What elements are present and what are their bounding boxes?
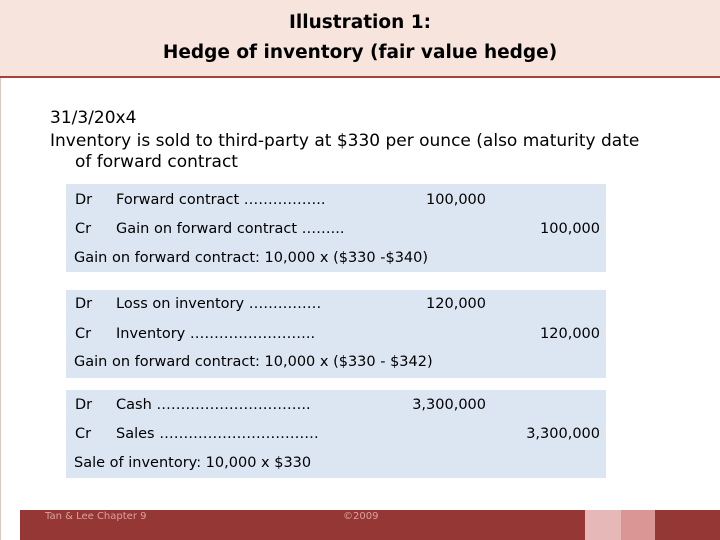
entry-note-row bbox=[66, 250, 606, 270]
journal-entry-box bbox=[66, 290, 606, 378]
footer-accent-block bbox=[585, 510, 621, 540]
slide-footer bbox=[0, 510, 720, 540]
entry-note: Gain on forward contract: 10,000 x ($330 - $342) bbox=[74, 354, 433, 370]
title-band bbox=[0, 0, 720, 78]
debit-row bbox=[66, 296, 606, 316]
footer-copyright: ©2009 bbox=[343, 511, 379, 522]
debit-account: Loss on inventory …………… bbox=[116, 296, 322, 312]
debit-account: Cash ………………………….. bbox=[116, 397, 311, 413]
debit-marker: Dr bbox=[75, 192, 93, 208]
slide-title-line-2: Hedge of inventory (fair value hedge) bbox=[162, 42, 558, 63]
entry-note-row bbox=[66, 354, 606, 374]
entry-note: Sale of inventory: 10,000 x $330 bbox=[74, 455, 312, 471]
footer-accent-block bbox=[655, 510, 720, 540]
credit-row bbox=[66, 326, 606, 346]
credit-row bbox=[66, 426, 606, 446]
journal-entry-box bbox=[66, 390, 606, 478]
credit-amount: 100,000 bbox=[540, 221, 600, 237]
debit-account: Forward contract …………….. bbox=[116, 192, 326, 208]
entry-note-row bbox=[66, 455, 606, 475]
slide-title-line-1: Illustration 1: bbox=[289, 12, 431, 33]
credit-row bbox=[66, 221, 606, 241]
transaction-description: Inventory is sold to third-party at $330 per ounce (also maturity date bbox=[50, 131, 640, 151]
credit-amount: 3,300,000 bbox=[526, 426, 600, 442]
credit-marker: Cr bbox=[75, 326, 92, 342]
credit-marker: Cr bbox=[75, 426, 92, 442]
credit-amount: 120,000 bbox=[540, 326, 600, 342]
transaction-date: 31/3/20x4 bbox=[50, 108, 137, 128]
footer-accent-block bbox=[621, 510, 655, 540]
credit-account: Sales …………………………… bbox=[116, 426, 319, 442]
footer-chapter-label: Tan & Lee Chapter 9 bbox=[45, 511, 147, 522]
debit-row bbox=[66, 397, 606, 417]
transaction-description-cont: of forward contract bbox=[75, 152, 238, 172]
debit-marker: Dr bbox=[75, 397, 93, 413]
debit-row bbox=[66, 192, 606, 212]
credit-account: Inventory …………………….. bbox=[116, 326, 316, 342]
debit-marker: Dr bbox=[75, 296, 93, 312]
debit-amount: 3,300,000 bbox=[412, 397, 486, 413]
debit-amount: 100,000 bbox=[426, 192, 486, 208]
journal-entry-box bbox=[66, 184, 606, 272]
credit-account: Gain on forward contract ……... bbox=[116, 221, 345, 237]
slide-frame-edge bbox=[0, 0, 1, 540]
credit-marker: Cr bbox=[75, 221, 92, 237]
debit-amount: 120,000 bbox=[426, 296, 486, 312]
entry-note: Gain on forward contract: 10,000 x ($330 -$340) bbox=[74, 250, 429, 266]
